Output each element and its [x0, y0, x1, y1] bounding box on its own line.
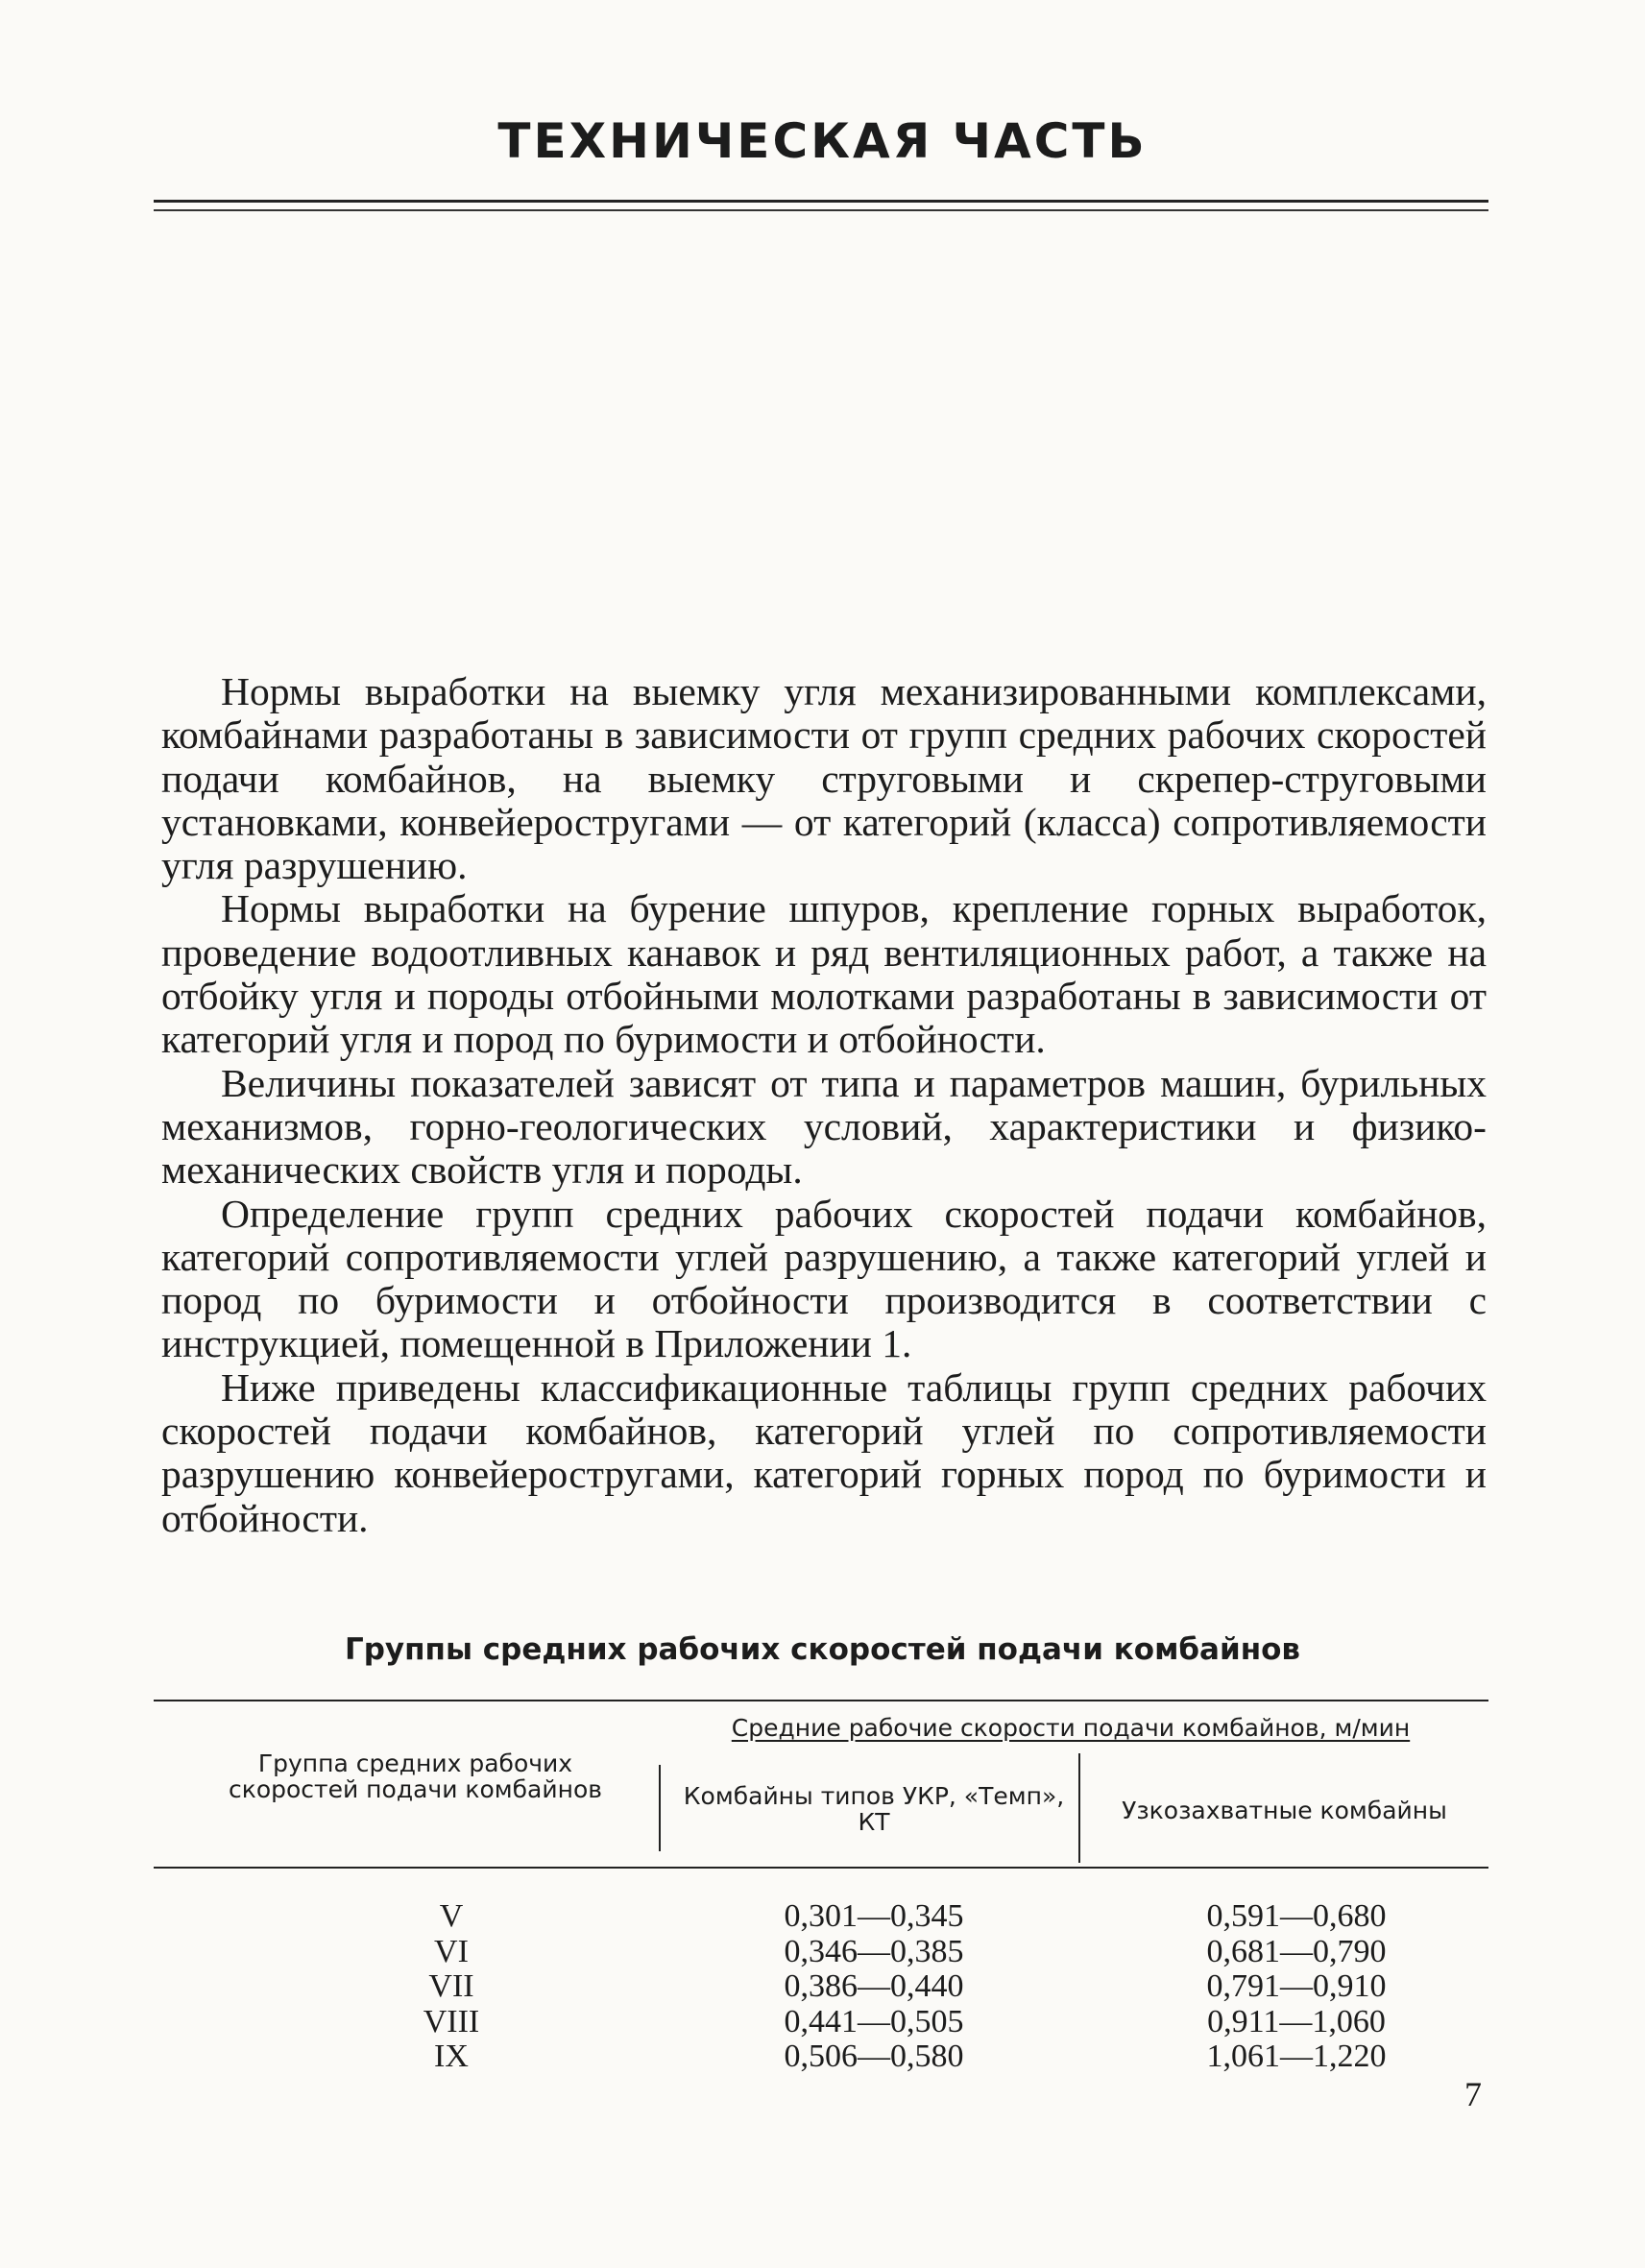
- title-rule-bottom: [154, 209, 1488, 211]
- table-cell: 0,911—1,060: [1207, 2003, 1386, 2039]
- table-cell: 0,591—0,680: [1206, 1898, 1387, 1934]
- table-cell: 0,301—0,345: [784, 1898, 964, 1934]
- column-group: [384, 1899, 519, 2075]
- column-narrow: [1152, 1899, 1440, 2075]
- col-header-narrow: Узкозахватные комбайны: [1122, 1797, 1447, 1824]
- col-header-group: Группа средних рабочих скоростей подачи комбайнов: [228, 1749, 602, 1803]
- table-divider: [659, 1765, 661, 1851]
- table-cell: VI: [434, 1933, 469, 1969]
- table-cell: V: [439, 1898, 464, 1934]
- table-top-rule: [154, 1700, 1488, 1701]
- page-number: 7: [1464, 2075, 1482, 2113]
- table-cell: 0,441—0,505: [784, 2003, 964, 2039]
- table-cell: IX: [434, 2039, 469, 2074]
- table-cell: 0,346—0,385: [784, 1933, 964, 1969]
- table-cell: 0,791—0,910: [1206, 1968, 1387, 2004]
- body-text: [161, 670, 1487, 1540]
- page-title: ТЕХНИЧЕСКАЯ ЧАСТЬ: [497, 113, 1148, 169]
- table-cell: VII: [428, 1968, 474, 2004]
- paragraph: Нормы выработки на бурение шпуров, крепление горных выработок, проведение водоотливных канавок и ряд вентиляционных работ, а также на отбойку угля и породы отбойными молотками разработаны в зависимости от категорий угля и пород по буримости и отбойности.: [161, 886, 1487, 1062]
- paragraph: Определение групп средних рабочих скоростей подачи комбайнов, категорий сопротивляемости углей разрушению, а также категорий углей и пород по буримости и отбойности производится в соответствии с инструкцией, помещенной в Приложении 1.: [161, 1191, 1487, 1366]
- column-ukr: [730, 1899, 1018, 2075]
- col-header-ukr: Комбайны типов УКР, «Темп», КТ: [683, 1782, 1065, 1836]
- paragraph: Нормы выработки на выемку угля механизированными комплексами, комбайнами разработаны в зависимости от групп средних рабочих скоростей подачи комбайнов, на выемку струговыми и скрепер-струговыми установками, конвейеростругами — от категорий (класса) сопротивляемости угля разрушению.: [161, 669, 1487, 888]
- table-cell: 0,386—0,440: [784, 1968, 964, 2004]
- col-header-span: [653, 1715, 1488, 1741]
- table-header-rule: [154, 1867, 1488, 1869]
- table-caption: Группы средних рабочих скоростей подачи комбайнов: [344, 1632, 1301, 1667]
- paragraph: Величины показателей зависят от типа и параметров машин, бурильных механизмов, горно-геологических условий, характеристики и физико-механических свойств угля и породы.: [161, 1060, 1487, 1193]
- table-cell: 0,506—0,580: [784, 2039, 964, 2074]
- paragraph: Ниже приведены классификационные таблицы групп средних рабочих скоростей подачи комбайнов, категорий углей по сопротивляемости разрушению конвейеростругами, категорий горных пород по буримости и отбойности.: [161, 1364, 1487, 1540]
- table-cell: 1,061—1,220: [1206, 2039, 1387, 2074]
- table-cell: 0,681—0,790: [1206, 1933, 1387, 1969]
- span-header-text: Средние рабочие скорости подачи комбайнов, м/мин: [731, 1714, 1411, 1742]
- title-rule-top: [154, 200, 1488, 203]
- table-cell: VIII: [423, 2003, 480, 2039]
